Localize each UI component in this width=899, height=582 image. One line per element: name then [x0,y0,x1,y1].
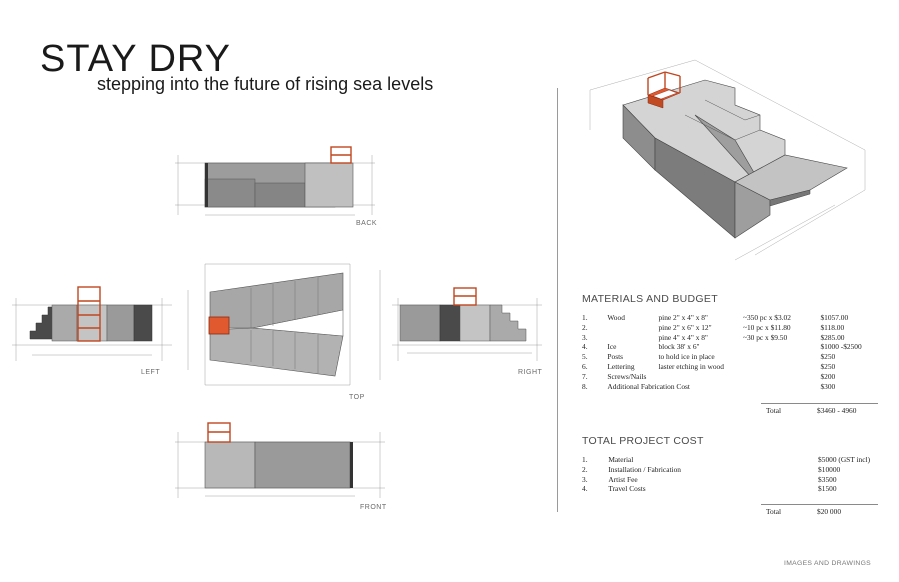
footer-label: IMAGES AND DRAWINGS [784,560,872,567]
table-row [580,333,899,343]
row-index: 3. [582,474,588,484]
row-qty: ~10 pc x $11.80 [742,322,791,332]
row-qty [741,362,818,372]
row-qty [741,382,818,392]
view-label-top: TOP [349,394,365,401]
row-item: Screws/Nails [607,371,647,381]
front-elevation-drawing [175,420,390,505]
row-index: 4. [582,342,588,352]
row-index: 1. [582,313,588,322]
row-cost: $10000 [818,464,841,474]
materials-total-value: $3460 - 4960 [817,406,857,415]
row-index: 4. [582,484,588,494]
row-item: Lettering [607,361,635,371]
view-label-back: BACK [356,220,378,227]
row-cost: $1057.00 [820,313,849,322]
table-row [580,465,899,475]
row-index: 1. [582,455,588,464]
row-index: 2. [582,322,588,332]
row-index: 8. [582,381,588,391]
back-elevation-drawing [175,145,385,225]
project-heading: TOTAL PROJECT COST [582,435,704,447]
row-item: Ice [607,342,617,352]
page-subtitle: stepping into the future of rising sea levels [97,74,434,94]
table-row [580,455,899,465]
row-qty: ~30 pc x $9.50 [742,332,788,342]
row-spec: pine 2" x 6" x 12" [658,322,712,332]
table-row [580,372,899,382]
table-row [580,382,899,392]
row-cost: $118.00 [820,322,845,332]
view-label-front: FRONT [360,504,387,511]
row-spec: block 38' x 6" [658,342,700,352]
row-item: Material [608,455,634,464]
row-cost: $250 [820,361,836,371]
row-qty [741,342,818,352]
row-cost: $1000 -$2500 [820,342,862,352]
row-spec: pine 4" x 4" x 8" [658,332,708,342]
project-total-label: Total [766,507,782,516]
materials-total-rule [761,403,878,404]
project-table [580,455,899,494]
table-row [580,352,899,362]
row-item [605,323,656,333]
row-cost: $250 [820,352,836,362]
row-cost: $200 [820,371,836,381]
row-index: 3. [582,332,588,342]
row-cost: $285.00 [820,332,845,342]
page-title: STAY DRY [40,38,232,80]
row-qty [741,372,818,382]
row-index: 6. [582,361,588,371]
view-label-left: LEFT [141,369,161,376]
materials-table [580,313,899,391]
table-row [580,362,899,372]
table-row [580,323,899,333]
project-total-value: $20 000 [817,507,842,516]
view-label-right: RIGHT [518,369,543,376]
project-total-rule [761,504,878,505]
row-spec: pine 2" x 4" x 8" [658,313,708,322]
row-item: Artist Fee [608,474,638,484]
row-cost: $5000 (GST incl) [818,455,871,464]
row-qty: ~350 pc x $3.02 [742,313,791,322]
table-row [580,313,899,323]
row-item: Travel Costs [608,484,646,494]
row-spec: to hold ice in place [658,352,715,362]
isometric-drawing [585,60,885,270]
right-elevation-drawing [392,283,552,368]
row-cost: $300 [820,381,836,391]
table-row [580,484,899,494]
row-item [605,333,656,343]
row-index: 5. [582,352,588,362]
materials-heading: MATERIALS AND BUDGET [582,293,718,305]
row-item: Wood [607,313,625,322]
row-cost: $1500 [818,484,837,494]
table-row [580,475,899,485]
row-qty [741,352,818,362]
materials-total-label: Total [766,406,782,415]
table-row [580,342,899,352]
top-plan-drawing [185,260,385,395]
left-elevation-drawing [12,283,172,368]
row-item: Installation / Fabrication [608,464,681,474]
row-spec: laster etching in wood [658,361,724,371]
row-index: 2. [582,464,588,474]
row-index: 7. [582,371,588,381]
row-item: Additional Fabrication Cost [607,381,690,391]
column-divider [557,88,558,512]
row-cost: $3500 [818,474,837,484]
row-item: Posts [607,352,624,362]
